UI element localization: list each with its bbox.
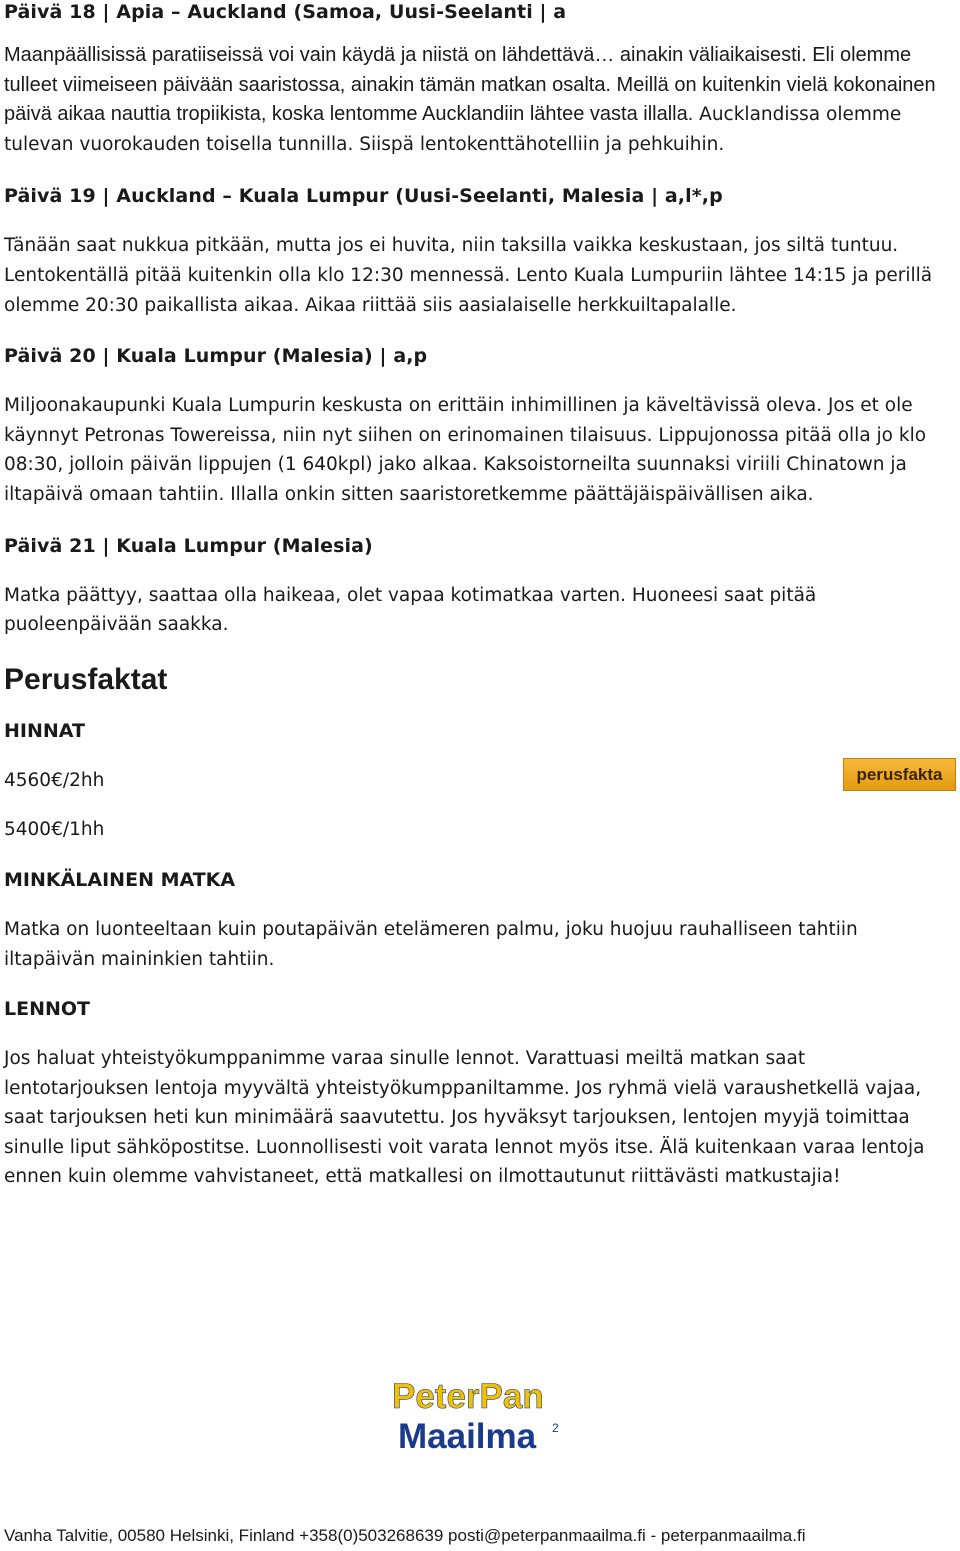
price-double-room: 4560€/2hh	[4, 769, 105, 791]
logo-mark: 2	[552, 1421, 559, 1435]
day-18-text-a: Maanpäällisissä paratiiseissä voi vain käydä ja niistä on lähdettävä… ainakin väliaikaisesti. Eli olemme tulleet viimeiseen päivään saaristossa, ainakin tämän matkan osalta. Meillä on kuitenkin vielä kokonainen päivä aikaa nauttia tropiikista, koska lentomme Aucklandiin lähtee vasta illalla.	[4, 44, 936, 126]
logo-line2: Maailma	[398, 1417, 537, 1456]
day-19-text: Tänään saat nukkua pitkään, mutta jos ei huvita, niin taksilla vaikka keskustaan, jos siltä tuntuu. Lentokentällä pitää kuitenkin olla klo 12:30 mennessä. Lento Kuala Lumpuriin lähtee 14:15 ja perillä olemme 20:30 paikallista aikaa. Aikaa riittää siis aasialaiselle herkkuiltapalalle.	[4, 235, 933, 316]
perusfakta-badge: perusfakta	[843, 758, 956, 791]
prices-heading: HINNAT	[4, 719, 85, 742]
day-18-text	[4, 41, 954, 159]
footer-contact: Vanha Talvitie, 00580 Helsinki, Finland +358(0)503268639 posti@peterpanmaailma.fi - peterpanmaailma.fi	[4, 1526, 806, 1545]
peterpan-maailma-logo	[388, 1372, 568, 1458]
flights-heading: LENNOT	[4, 998, 91, 1021]
day-18-text-b: Aucklandissa olemme tulevan vuorokauden toisella tunnilla. Siispä lentokenttähotelliin ja pehkuihin.	[4, 104, 902, 155]
trip-heading: MINKÄLAINEN MATKA	[4, 868, 236, 891]
document-page	[4, 0, 954, 1192]
logo-line1: PeterPan	[392, 1377, 544, 1416]
facts-title: Perusfaktat	[4, 662, 168, 696]
flights-text: Jos haluat yhteistyökumppanimme varaa sinulle lennot. Varattuasi meiltä matkan saat lentotarjouksen lentoja myyvältä yhteistyökumppaniltamme. Jos ryhmä vielä varaushetkellä vajaa, saat tarjouksen heti kun minimäärä saavutettu. Jos hyväksyt tarjouksen, lentojen myyjä toimittaa sinulle liput sähköpostitse. Luonnollisesti voit varata lennot myös itse. Älä kuitenkaan varaa lentoja ennen kuin olemme vahvistaneet, että matkallesi on ilmottautunut riittävästi matkustajia!	[4, 1048, 925, 1188]
day-20-heading: Päivä 20 | Kuala Lumpur (Malesia) | a,p	[4, 345, 428, 368]
day-18-heading: Päivä 18 | Apia – Auckland (Samoa, Uusi-Seelanti | a	[4, 1, 567, 23]
trip-text: Matka on luonteeltaan kuin poutapäivän etelämeren palmu, joku huojuu rauhalliseen tahtiin iltapäivän maininkien tahtiin.	[4, 918, 858, 970]
day-21-text: Matka päättyy, saattaa olla haikeaa, olet vapaa kotimatkaa varten. Huoneesi saat pitää puoleenpäivään saakka.	[4, 584, 817, 636]
day-21-heading: Päivä 21 | Kuala Lumpur (Malesia)	[4, 534, 373, 557]
day-19-heading: Päivä 19 | Auckland – Kuala Lumpur (Uusi-Seelanti, Malesia | a,l*,p	[4, 185, 723, 208]
day-20-text: Miljoonakaupunki Kuala Lumpurin keskusta on erittäin inhimillinen ja käveltävissä oleva. Jos et ole käynnyt Petronas Towereissa, niin nyt siihen on erinomainen tilaisuus. Lippujonossa pitää olla jo klo 08:30, jolloin päivän lippujen (1 640kpl) jako alkaa. Kaksoistorneilta suunnaksi viriili Chinatown ja iltapäivä omaan tahtiin. Illalla onkin sitten saaristoretkemme päättäjäispäivällisen aika.	[4, 395, 927, 505]
price-single-room: 5400€/1hh	[4, 819, 105, 841]
